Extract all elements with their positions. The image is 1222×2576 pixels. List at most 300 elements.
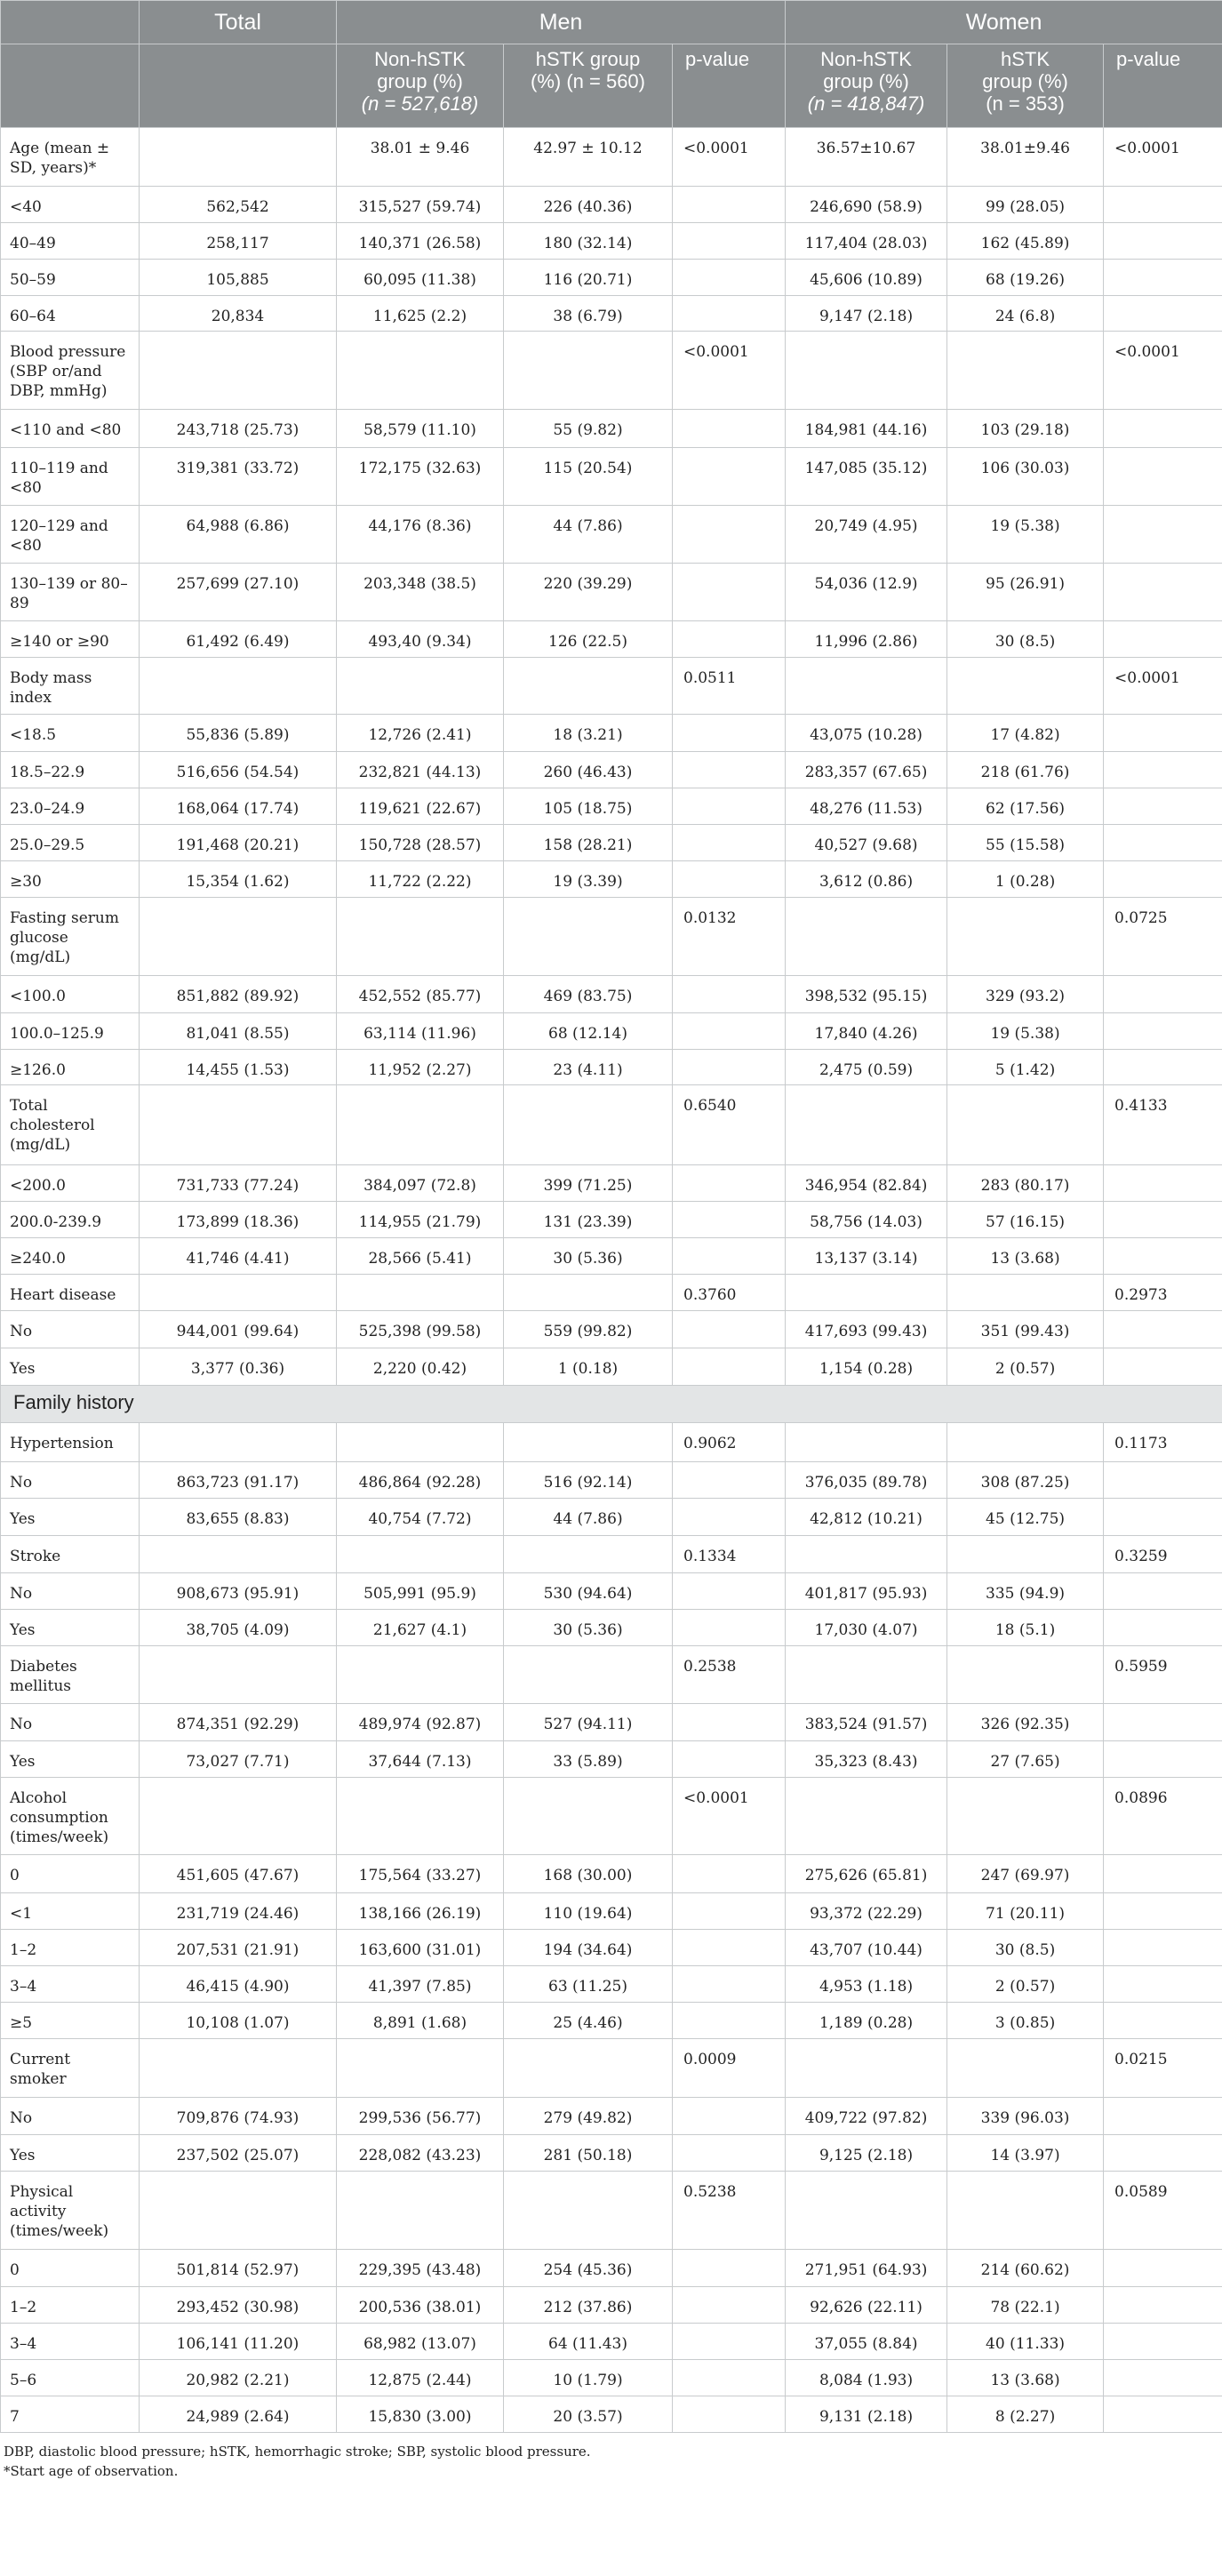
header-women-non-hstk-line1: Non-hSTK	[820, 48, 912, 70]
cell-men-pvalue	[673, 1610, 786, 1646]
cell-women-non-hstk	[786, 898, 947, 976]
cell-men-hstk: 399 (71.25)	[504, 1165, 673, 1202]
table-row	[1, 788, 1222, 825]
cell-women-pvalue	[1104, 861, 1222, 898]
cell-label: No	[1, 1462, 140, 1499]
cell-label: 18.5–22.9	[1, 752, 140, 788]
cell-women-non-hstk: 4,953 (1.18)	[786, 1966, 947, 2003]
cell-total	[140, 658, 337, 715]
cell-women-non-hstk: 2,475 (0.59)	[786, 1050, 947, 1085]
cell-women-pvalue	[1104, 1610, 1222, 1646]
cell-men-non-hstk: 525,398 (99.58)	[337, 1311, 504, 1348]
cell-men-pvalue	[673, 1013, 786, 1050]
cell-women-hstk: 30 (8.5)	[947, 1930, 1104, 1966]
cell-women-hstk	[947, 1778, 1104, 1855]
cell-total: 14,455 (1.53)	[140, 1050, 337, 1085]
table-row	[1, 1275, 1222, 1311]
cell-total: 243,718 (25.73)	[140, 410, 337, 448]
cell-label: 3–4	[1, 1966, 140, 2003]
cell-men-hstk	[504, 2172, 673, 2250]
table-row	[1, 2324, 1222, 2360]
cell-men-pvalue	[673, 1966, 786, 2003]
cell-men-non-hstk: 63,114 (11.96)	[337, 1013, 504, 1050]
cell-women-pvalue: <0.0001	[1104, 332, 1222, 410]
cell-men-non-hstk	[337, 1646, 504, 1704]
cell-total	[140, 1085, 337, 1165]
cell-total: 10,108 (1.07)	[140, 2003, 337, 2039]
cell-men-hstk	[504, 1085, 673, 1165]
cell-label: Fasting serum glucose (mg/dL)	[1, 898, 140, 976]
cell-men-hstk: 10 (1.79)	[504, 2360, 673, 2396]
table-row	[1, 1741, 1222, 1778]
header-men-hstk-line2: (%) (n = 560)	[531, 70, 645, 92]
cell-men-pvalue: <0.0001	[673, 128, 786, 187]
cell-men-non-hstk: 138,166 (26.19)	[337, 1893, 504, 1930]
cell-men-pvalue: 0.3760	[673, 1275, 786, 1311]
cell-men-pvalue	[673, 187, 786, 223]
cell-men-non-hstk: 172,175 (32.63)	[337, 448, 504, 506]
cell-men-non-hstk: 58,579 (11.10)	[337, 410, 504, 448]
cell-men-pvalue	[673, 2003, 786, 2039]
cell-men-pvalue	[673, 1462, 786, 1499]
cell-men-non-hstk: 229,395 (43.48)	[337, 2250, 504, 2287]
cell-label: Stroke	[1, 1536, 140, 1573]
cell-total: 20,834	[140, 296, 337, 332]
table-row	[1, 1855, 1222, 1893]
cell-total: 451,605 (47.67)	[140, 1855, 337, 1893]
cell-men-hstk	[504, 1275, 673, 1311]
cell-men-hstk: 180 (32.14)	[504, 223, 673, 260]
table-row	[1, 1013, 1222, 1050]
cell-total	[140, 128, 337, 187]
table-row	[1, 715, 1222, 752]
cell-men-non-hstk: 489,974 (92.87)	[337, 1704, 504, 1741]
cell-label: 3–4	[1, 2324, 140, 2360]
cell-women-pvalue	[1104, 1704, 1222, 1741]
cell-men-hstk: 25 (4.46)	[504, 2003, 673, 2039]
cell-men-pvalue: 0.5238	[673, 2172, 786, 2250]
cell-men-hstk	[504, 1423, 673, 1462]
header-men: Men	[337, 1, 786, 44]
header-men-non-hstk-line2: group (%)	[377, 70, 463, 92]
cell-men-hstk: 20 (3.57)	[504, 2396, 673, 2433]
cell-women-pvalue	[1104, 715, 1222, 752]
cell-women-pvalue	[1104, 448, 1222, 506]
cell-women-non-hstk: 17,030 (4.07)	[786, 1610, 947, 1646]
cell-total: 38,705 (4.09)	[140, 1610, 337, 1646]
cell-men-pvalue	[673, 1573, 786, 1610]
header-men-hstk	[504, 44, 673, 128]
cell-men-hstk: 110 (19.64)	[504, 1893, 673, 1930]
cell-men-hstk: 44 (7.86)	[504, 1499, 673, 1536]
cell-men-pvalue	[673, 2396, 786, 2433]
cell-label: 5–6	[1, 2360, 140, 2396]
cell-women-non-hstk	[786, 658, 947, 715]
cell-women-pvalue: 0.0725	[1104, 898, 1222, 976]
section-heading: Family history	[1, 1386, 1222, 1423]
cell-men-hstk: 212 (37.86)	[504, 2287, 673, 2324]
cell-women-hstk	[947, 898, 1104, 976]
cell-total: 20,982 (2.21)	[140, 2360, 337, 2396]
cell-men-pvalue	[673, 2360, 786, 2396]
cell-men-non-hstk: 228,082 (43.23)	[337, 2135, 504, 2172]
cell-women-hstk: 329 (93.2)	[947, 976, 1104, 1013]
cell-men-pvalue	[673, 2098, 786, 2135]
cell-men-non-hstk: 114,955 (21.79)	[337, 1202, 504, 1238]
table-row	[1, 410, 1222, 448]
cell-women-hstk: 13 (3.68)	[947, 2360, 1104, 2396]
cell-men-hstk: 469 (83.75)	[504, 976, 673, 1013]
cell-women-pvalue	[1104, 2003, 1222, 2039]
cell-total: 731,733 (77.24)	[140, 1165, 337, 1202]
cell-men-non-hstk: 11,625 (2.2)	[337, 296, 504, 332]
header-blank-2	[1, 44, 140, 128]
cell-men-pvalue	[673, 861, 786, 898]
cell-men-non-hstk: 8,891 (1.68)	[337, 2003, 504, 2039]
cell-women-non-hstk	[786, 1085, 947, 1165]
cell-women-non-hstk: 11,996 (2.86)	[786, 621, 947, 658]
cell-men-pvalue: <0.0001	[673, 1778, 786, 1855]
cell-men-pvalue: 0.9062	[673, 1423, 786, 1462]
header-women-non-hstk-n: (n = 418,847)	[807, 92, 925, 115]
cell-label: Yes	[1, 1741, 140, 1778]
table-footnotes	[0, 2433, 1222, 2481]
cell-men-pvalue	[673, 621, 786, 658]
cell-label: <1	[1, 1893, 140, 1930]
cell-men-non-hstk: 12,875 (2.44)	[337, 2360, 504, 2396]
cell-women-non-hstk: 13,137 (3.14)	[786, 1238, 947, 1275]
cell-men-non-hstk: 163,600 (31.01)	[337, 1930, 504, 1966]
cell-total: 81,041 (8.55)	[140, 1013, 337, 1050]
cell-women-hstk: 103 (29.18)	[947, 410, 1104, 448]
cell-women-pvalue	[1104, 788, 1222, 825]
cell-women-pvalue	[1104, 2250, 1222, 2287]
cell-men-non-hstk: 150,728 (28.57)	[337, 825, 504, 861]
table-row	[1, 976, 1222, 1013]
cell-total: 562,542	[140, 187, 337, 223]
cell-women-pvalue	[1104, 1050, 1222, 1085]
cell-label: <18.5	[1, 715, 140, 752]
table-row	[1, 621, 1222, 658]
cell-women-non-hstk: 48,276 (11.53)	[786, 788, 947, 825]
cell-men-pvalue	[673, 1930, 786, 1966]
cell-men-non-hstk: 486,864 (92.28)	[337, 1462, 504, 1499]
cell-label: No	[1, 1573, 140, 1610]
cell-total: 64,988 (6.86)	[140, 506, 337, 564]
cell-women-pvalue: 0.0896	[1104, 1778, 1222, 1855]
footnote-age: *Start age of observation.	[4, 2463, 179, 2479]
cell-men-hstk: 260 (46.43)	[504, 752, 673, 788]
cell-men-pvalue	[673, 752, 786, 788]
cell-women-non-hstk: 35,323 (8.43)	[786, 1741, 947, 1778]
cell-women-hstk: 326 (92.35)	[947, 1704, 1104, 1741]
cell-total: 73,027 (7.71)	[140, 1741, 337, 1778]
cell-men-hstk	[504, 1778, 673, 1855]
cell-women-hstk: 2 (0.57)	[947, 1966, 1104, 2003]
cell-women-hstk: 38.01±9.46	[947, 128, 1104, 187]
cell-women-pvalue	[1104, 2135, 1222, 2172]
table-row	[1, 1573, 1222, 1610]
cell-label: 100.0–125.9	[1, 1013, 140, 1050]
cell-men-non-hstk: 493,40 (9.34)	[337, 621, 504, 658]
cell-women-pvalue	[1104, 506, 1222, 564]
cell-total: 61,492 (6.49)	[140, 621, 337, 658]
cell-women-non-hstk: 20,749 (4.95)	[786, 506, 947, 564]
cell-men-pvalue: 0.0132	[673, 898, 786, 976]
cell-label: Yes	[1, 1499, 140, 1536]
cell-men-pvalue	[673, 1165, 786, 1202]
cell-label: 110–119 and <80	[1, 448, 140, 506]
cell-men-non-hstk: 2,220 (0.42)	[337, 1348, 504, 1386]
cell-women-non-hstk: 42,812 (10.21)	[786, 1499, 947, 1536]
cell-men-pvalue	[673, 2250, 786, 2287]
table-row	[1, 506, 1222, 564]
cell-women-hstk: 40 (11.33)	[947, 2324, 1104, 2360]
cell-women-hstk: 57 (16.15)	[947, 1202, 1104, 1238]
cell-women-pvalue	[1104, 1202, 1222, 1238]
cell-label: ≥140 or ≥90	[1, 621, 140, 658]
header-blank-total	[140, 44, 337, 128]
cell-men-hstk: 226 (40.36)	[504, 187, 673, 223]
cell-total: 168,064 (17.74)	[140, 788, 337, 825]
cell-women-hstk: 335 (94.9)	[947, 1573, 1104, 1610]
cell-men-hstk: 116 (20.71)	[504, 260, 673, 296]
cell-men-non-hstk: 119,621 (22.67)	[337, 788, 504, 825]
cell-women-hstk: 24 (6.8)	[947, 296, 1104, 332]
table-row	[1, 448, 1222, 506]
cell-women-hstk: 68 (19.26)	[947, 260, 1104, 296]
cell-women-non-hstk: 417,693 (99.43)	[786, 1311, 947, 1348]
cell-women-pvalue	[1104, 825, 1222, 861]
cell-label: Body mass index	[1, 658, 140, 715]
cell-men-pvalue	[673, 1311, 786, 1348]
cell-men-non-hstk: 315,527 (59.74)	[337, 187, 504, 223]
cell-men-pvalue	[673, 506, 786, 564]
cell-total: 851,882 (89.92)	[140, 976, 337, 1013]
cell-women-non-hstk	[786, 2039, 947, 2098]
table-row	[1, 1050, 1222, 1085]
cell-women-hstk: 17 (4.82)	[947, 715, 1104, 752]
cell-label: Yes	[1, 1348, 140, 1386]
cell-label: Heart disease	[1, 1275, 140, 1311]
table-row	[1, 1536, 1222, 1573]
cell-total: 55,836 (5.89)	[140, 715, 337, 752]
cell-men-non-hstk	[337, 1423, 504, 1462]
cell-women-non-hstk: 8,084 (1.93)	[786, 2360, 947, 2396]
cell-women-non-hstk: 93,372 (22.29)	[786, 1893, 947, 1930]
cell-label: Blood pressure (SBP or/and DBP, mmHg)	[1, 332, 140, 410]
cell-men-non-hstk	[337, 1085, 504, 1165]
cell-women-pvalue	[1104, 260, 1222, 296]
cell-men-non-hstk	[337, 658, 504, 715]
header-men-non-hstk	[337, 44, 504, 128]
cell-men-hstk: 33 (5.89)	[504, 1741, 673, 1778]
table-row	[1, 260, 1222, 296]
cell-men-hstk	[504, 2039, 673, 2098]
table-row	[1, 332, 1222, 410]
cell-total: 83,655 (8.83)	[140, 1499, 337, 1536]
cell-men-hstk: 23 (4.11)	[504, 1050, 673, 1085]
cell-total	[140, 2039, 337, 2098]
cell-label: 23.0–24.9	[1, 788, 140, 825]
cell-women-hstk: 3 (0.85)	[947, 2003, 1104, 2039]
cell-men-hstk: 158 (28.21)	[504, 825, 673, 861]
cell-men-hstk: 68 (12.14)	[504, 1013, 673, 1050]
table-row	[1, 187, 1222, 223]
cell-women-non-hstk: 376,035 (89.78)	[786, 1462, 947, 1499]
cell-women-non-hstk: 401,817 (95.93)	[786, 1573, 947, 1610]
table-row	[1, 1462, 1222, 1499]
cell-men-non-hstk: 12,726 (2.41)	[337, 715, 504, 752]
cell-women-pvalue	[1104, 1893, 1222, 1930]
cell-men-pvalue	[673, 1499, 786, 1536]
table-row	[1, 1202, 1222, 1238]
cell-label: No	[1, 2098, 140, 2135]
header-men-hstk-line1: hSTK group	[535, 48, 641, 70]
cell-women-non-hstk: 147,085 (35.12)	[786, 448, 947, 506]
table-row	[1, 2396, 1222, 2433]
cell-total: 46,415 (4.90)	[140, 1966, 337, 2003]
cell-women-hstk	[947, 1275, 1104, 1311]
cell-men-pvalue	[673, 1893, 786, 1930]
cell-women-pvalue	[1104, 1311, 1222, 1348]
cell-men-pvalue: 0.6540	[673, 1085, 786, 1165]
cell-women-pvalue	[1104, 1165, 1222, 1202]
cell-label: 130–139 or 80–89	[1, 564, 140, 621]
cell-women-non-hstk: 275,626 (65.81)	[786, 1855, 947, 1893]
table-row	[1, 861, 1222, 898]
cell-women-hstk: 13 (3.68)	[947, 1238, 1104, 1275]
cell-men-non-hstk: 40,754 (7.72)	[337, 1499, 504, 1536]
cell-women-pvalue	[1104, 1855, 1222, 1893]
cell-women-non-hstk	[786, 1536, 947, 1573]
cell-women-pvalue: 0.5959	[1104, 1646, 1222, 1704]
header-women-pvalue: p-value	[1104, 44, 1222, 128]
table-row	[1, 1499, 1222, 1536]
footnote-abbreviations: DBP, diastolic blood pressure; hSTK, hemorrhagic stroke; SBP, systolic blood pressure.	[4, 2444, 591, 2460]
header-women-hstk-n: (n = 353)	[986, 92, 1065, 115]
table-row	[1, 1085, 1222, 1165]
cell-total: 106,141 (11.20)	[140, 2324, 337, 2360]
cell-women-pvalue	[1104, 1930, 1222, 1966]
header-men-non-hstk-line1: Non-hSTK	[374, 48, 466, 70]
table-row	[1, 2287, 1222, 2324]
table-row	[1, 1311, 1222, 1348]
cell-men-hstk: 126 (22.5)	[504, 621, 673, 658]
cell-women-hstk	[947, 1536, 1104, 1573]
cell-total: 207,531 (21.91)	[140, 1930, 337, 1966]
cell-total: 908,673 (95.91)	[140, 1573, 337, 1610]
cell-men-non-hstk: 41,397 (7.85)	[337, 1966, 504, 2003]
cell-men-hstk: 38 (6.79)	[504, 296, 673, 332]
cell-men-hstk: 220 (39.29)	[504, 564, 673, 621]
cell-men-pvalue	[673, 296, 786, 332]
cell-label: 40–49	[1, 223, 140, 260]
cell-total: 173,899 (18.36)	[140, 1202, 337, 1238]
cell-men-hstk: 18 (3.21)	[504, 715, 673, 752]
cell-men-hstk	[504, 658, 673, 715]
cell-total: 15,354 (1.62)	[140, 861, 337, 898]
table-row	[1, 1893, 1222, 1930]
cell-label: <200.0	[1, 1165, 140, 1202]
cell-men-pvalue	[673, 564, 786, 621]
cell-total: 293,452 (30.98)	[140, 2287, 337, 2324]
cell-label: Diabetes mellitus	[1, 1646, 140, 1704]
cell-men-hstk	[504, 1646, 673, 1704]
cell-total: 24,989 (2.64)	[140, 2396, 337, 2433]
cell-men-non-hstk	[337, 1275, 504, 1311]
cell-label: 1–2	[1, 1930, 140, 1966]
cell-women-pvalue	[1104, 2360, 1222, 2396]
cell-women-pvalue	[1104, 1741, 1222, 1778]
cell-women-non-hstk: 58,756 (14.03)	[786, 1202, 947, 1238]
table-row	[1, 2360, 1222, 2396]
cell-men-hstk: 254 (45.36)	[504, 2250, 673, 2287]
cell-label: No	[1, 1704, 140, 1741]
cell-women-non-hstk: 92,626 (22.11)	[786, 2287, 947, 2324]
cell-women-non-hstk: 246,690 (58.9)	[786, 187, 947, 223]
table-row	[1, 2172, 1222, 2250]
cell-women-hstk: 78 (22.1)	[947, 2287, 1104, 2324]
cell-women-pvalue	[1104, 621, 1222, 658]
cell-men-non-hstk	[337, 1778, 504, 1855]
header-men-non-hstk-n: (n = 527,618)	[361, 92, 479, 115]
table-row	[1, 1348, 1222, 1386]
cell-label: ≥126.0	[1, 1050, 140, 1085]
table-row	[1, 1778, 1222, 1855]
cell-total: 191,468 (20.21)	[140, 825, 337, 861]
cell-men-hstk	[504, 332, 673, 410]
header-total: Total	[140, 1, 337, 44]
cell-women-pvalue	[1104, 187, 1222, 223]
cell-women-non-hstk: 1,154 (0.28)	[786, 1348, 947, 1386]
table-row	[1, 898, 1222, 976]
cell-label: 60–64	[1, 296, 140, 332]
cell-women-non-hstk: 54,036 (12.9)	[786, 564, 947, 621]
cell-label: 50–59	[1, 260, 140, 296]
table-row	[1, 658, 1222, 715]
cell-label: <40	[1, 187, 140, 223]
cell-men-non-hstk: 21,627 (4.1)	[337, 1610, 504, 1646]
cell-men-pvalue: 0.1334	[673, 1536, 786, 1573]
table-row	[1, 564, 1222, 621]
cell-total: 105,885	[140, 260, 337, 296]
cell-men-hstk	[504, 898, 673, 976]
cell-women-non-hstk: 43,075 (10.28)	[786, 715, 947, 752]
cell-women-non-hstk: 117,404 (28.03)	[786, 223, 947, 260]
cell-men-hstk: 64 (11.43)	[504, 2324, 673, 2360]
cell-women-hstk: 106 (30.03)	[947, 448, 1104, 506]
cell-men-hstk: 530 (94.64)	[504, 1573, 673, 1610]
cell-men-non-hstk: 203,348 (38.5)	[337, 564, 504, 621]
cell-total: 944,001 (99.64)	[140, 1311, 337, 1348]
cell-women-non-hstk: 398,532 (95.15)	[786, 976, 947, 1013]
cell-women-hstk: 27 (7.65)	[947, 1741, 1104, 1778]
cell-women-non-hstk: 9,125 (2.18)	[786, 2135, 947, 2172]
cell-label: <100.0	[1, 976, 140, 1013]
cell-women-non-hstk: 9,147 (2.18)	[786, 296, 947, 332]
cell-men-hstk: 194 (34.64)	[504, 1930, 673, 1966]
cell-women-hstk: 99 (28.05)	[947, 187, 1104, 223]
cell-men-hstk	[504, 1536, 673, 1573]
table-row	[1, 1238, 1222, 1275]
cell-women-hstk	[947, 1085, 1104, 1165]
cell-total	[140, 1536, 337, 1573]
cell-men-non-hstk: 68,982 (13.07)	[337, 2324, 504, 2360]
cell-men-pvalue: <0.0001	[673, 332, 786, 410]
cell-women-pvalue	[1104, 1573, 1222, 1610]
cell-men-hstk: 527 (94.11)	[504, 1704, 673, 1741]
